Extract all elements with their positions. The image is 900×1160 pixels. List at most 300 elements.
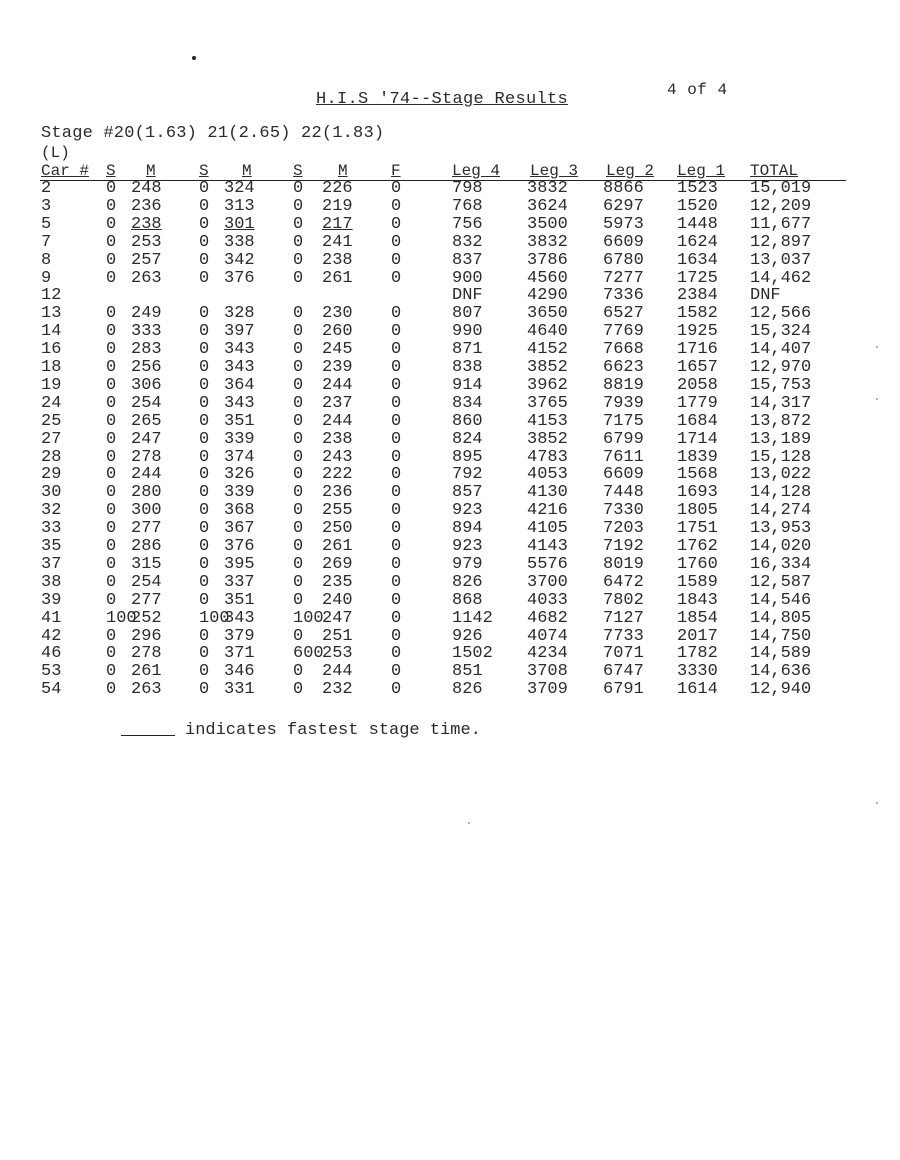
- table-cell: 337: [224, 572, 255, 592]
- table-cell: 257: [131, 250, 162, 270]
- table-cell: 0: [391, 196, 402, 216]
- table-cell: 12,209: [750, 196, 812, 216]
- table-cell: 7733: [603, 626, 644, 646]
- table-cell: 0: [199, 680, 210, 700]
- table-cell: 0: [293, 393, 304, 413]
- table-cell: 0: [106, 501, 117, 521]
- table-cell: 252: [131, 608, 162, 628]
- table-cell: 0: [293, 429, 304, 449]
- table-cell: 0: [106, 268, 117, 288]
- table-cell: 1523: [677, 179, 718, 198]
- table-cell: 0: [199, 268, 210, 288]
- table-cell: 1839: [677, 447, 718, 467]
- table-cell: 1589: [677, 572, 718, 592]
- table-cell: 0: [293, 572, 304, 592]
- table-cell: 0: [199, 411, 210, 431]
- car-number: 35: [41, 537, 62, 556]
- table-cell: 871: [452, 340, 483, 360]
- table-cell: 826: [452, 680, 483, 700]
- table-cell: 1634: [677, 250, 718, 270]
- table-cell: 0: [293, 179, 304, 198]
- table-cell: 283: [131, 340, 162, 360]
- table-cell: 0: [106, 537, 117, 556]
- table-cell: 14,462: [750, 268, 812, 288]
- table-cell: 7175: [603, 411, 644, 431]
- car-number: 37: [41, 554, 62, 574]
- car-number: 28: [41, 447, 62, 467]
- table-cell: 0: [293, 590, 304, 610]
- table-cell: 368: [224, 501, 255, 521]
- table-cell: 837: [452, 250, 483, 270]
- table-cell: 0: [199, 572, 210, 592]
- table-cell: 14,317: [750, 393, 812, 413]
- table-cell: 792: [452, 465, 483, 485]
- table-cell: 1716: [677, 340, 718, 360]
- table-cell: 0: [293, 214, 304, 234]
- table-cell: 923: [452, 501, 483, 521]
- document-title: H.I.S '74--Stage Results: [316, 90, 569, 109]
- table-cell: 1582: [677, 304, 718, 324]
- table-cell: 0: [293, 680, 304, 700]
- legend-underline-sample: [121, 735, 175, 736]
- table-cell: 3330: [677, 662, 718, 682]
- table-cell: 265: [131, 411, 162, 431]
- table-cell: 100: [106, 608, 137, 628]
- table-cell: 14,546: [750, 590, 812, 610]
- table-cell: 826: [452, 572, 483, 592]
- table-cell: 300: [131, 501, 162, 521]
- car-number: 5: [41, 214, 52, 234]
- table-cell: 256: [131, 358, 162, 377]
- table-cell: 342: [224, 250, 255, 270]
- table-cell: 339: [224, 483, 255, 503]
- table-cell: 13,022: [750, 465, 812, 485]
- table-cell: 247: [322, 608, 353, 628]
- table-cell: 0: [199, 232, 210, 252]
- table-cell: 277: [131, 590, 162, 610]
- table-cell: 14,589: [750, 644, 812, 664]
- table-cell: 0: [391, 304, 402, 324]
- table-cell: 0: [199, 322, 210, 342]
- table-cell: 244: [131, 465, 162, 485]
- table-cell: 1448: [677, 214, 718, 234]
- table-cell: 254: [131, 572, 162, 592]
- table-cell: 14,750: [750, 626, 812, 646]
- table-cell: 0: [199, 662, 210, 682]
- column-header: Leg 3: [530, 162, 579, 180]
- table-cell: 4074: [527, 626, 568, 646]
- column-header: Car #: [41, 162, 90, 180]
- table-cell: 0: [106, 375, 117, 395]
- car-number: 41: [41, 608, 62, 628]
- table-cell: 0: [391, 250, 402, 270]
- table-cell: 0: [106, 393, 117, 413]
- table-cell: 328: [224, 304, 255, 324]
- table-cell: 6527: [603, 304, 644, 324]
- table-cell: 0: [293, 322, 304, 342]
- table-cell: 4053: [527, 465, 568, 485]
- table-cell: 0: [106, 447, 117, 467]
- table-cell: 0: [293, 375, 304, 395]
- table-cell: 0: [106, 214, 117, 234]
- table-cell: 250: [322, 519, 353, 539]
- table-cell: 756: [452, 214, 483, 234]
- table-cell: 13,953: [750, 519, 812, 539]
- column-header: F: [391, 162, 401, 180]
- table-cell: 4105: [527, 519, 568, 539]
- table-cell: 4153: [527, 411, 568, 431]
- table-cell: 14,274: [750, 501, 812, 521]
- table-cell: 0: [199, 429, 210, 449]
- table-cell: 0: [199, 447, 210, 467]
- table-cell: 0: [199, 626, 210, 646]
- table-cell: 0: [391, 590, 402, 610]
- table-cell: 253: [131, 232, 162, 252]
- table-cell: 0: [199, 196, 210, 216]
- table-cell: 0: [391, 501, 402, 521]
- table-cell: 4682: [527, 608, 568, 628]
- table-cell: 7277: [603, 268, 644, 288]
- table-cell: 0: [391, 465, 402, 485]
- table-cell: 333: [131, 322, 162, 342]
- table-cell: 807: [452, 304, 483, 324]
- table-cell: 260: [322, 322, 353, 342]
- table-cell: 0: [106, 590, 117, 610]
- table-cell: 0: [106, 411, 117, 431]
- table-cell: 244: [322, 662, 353, 682]
- table-cell: 1751: [677, 519, 718, 539]
- table-cell: 990: [452, 322, 483, 342]
- table-cell: 6799: [603, 429, 644, 449]
- table-cell: 0: [106, 340, 117, 360]
- table-cell: 15,753: [750, 375, 812, 395]
- table-cell: 261: [131, 662, 162, 682]
- table-cell: 371: [224, 644, 255, 664]
- table-cell: 12,897: [750, 232, 812, 252]
- table-cell: 1760: [677, 554, 718, 574]
- car-number: 7: [41, 232, 52, 252]
- table-cell: 0: [293, 411, 304, 431]
- table-cell: 2384: [677, 286, 718, 306]
- table-cell: 100: [199, 608, 230, 628]
- car-number: 33: [41, 519, 62, 539]
- table-cell: 4290: [527, 286, 568, 306]
- table-cell: 7769: [603, 322, 644, 342]
- table-cell: 838: [452, 358, 483, 377]
- table-cell: 3962: [527, 375, 568, 395]
- table-cell: 3708: [527, 662, 568, 682]
- table-cell: 0: [391, 268, 402, 288]
- table-cell: 367: [224, 519, 255, 539]
- table-cell: 14,805: [750, 608, 812, 628]
- table-cell: 374: [224, 447, 255, 467]
- table-cell: 247: [131, 429, 162, 449]
- table-cell: 0: [293, 232, 304, 252]
- table-cell: 8819: [603, 375, 644, 395]
- table-cell: 3852: [527, 358, 568, 377]
- table-cell: 306: [131, 375, 162, 395]
- table-cell: 343: [224, 358, 255, 377]
- table-cell: 269: [322, 554, 353, 574]
- table-cell: 7336: [603, 286, 644, 306]
- table-cell: 230: [322, 304, 353, 324]
- table-cell: 0: [199, 304, 210, 324]
- car-number: 2: [41, 179, 52, 198]
- table-cell: 0: [293, 358, 304, 377]
- table-cell: 0: [391, 340, 402, 360]
- table-cell: 0: [293, 340, 304, 360]
- table-cell: 0: [106, 322, 117, 342]
- table-cell: 5576: [527, 554, 568, 574]
- table-cell: 248: [131, 179, 162, 198]
- table-cell: 1657: [677, 358, 718, 377]
- table-cell: 263: [131, 268, 162, 288]
- column-header: Leg 2: [606, 162, 655, 180]
- table-cell: 2058: [677, 375, 718, 395]
- table-cell: 0: [106, 196, 117, 216]
- table-cell: 0: [106, 483, 117, 503]
- table-cell: 245: [322, 340, 353, 360]
- speck: [468, 822, 470, 824]
- table-cell: DNF: [750, 286, 781, 306]
- table-cell: 3832: [527, 232, 568, 252]
- table-cell: 315: [131, 554, 162, 574]
- car-number: 8: [41, 250, 52, 270]
- table-cell: 0: [391, 214, 402, 234]
- car-number: 42: [41, 626, 62, 646]
- page-number: 4 of 4: [667, 81, 728, 99]
- table-cell: 343: [224, 340, 255, 360]
- table-cell: 324: [224, 179, 255, 198]
- table-cell: 5973: [603, 214, 644, 234]
- legend: [121, 721, 481, 740]
- table-cell: 14,636: [750, 662, 812, 682]
- table-cell: 1520: [677, 196, 718, 216]
- table-cell: 376: [224, 268, 255, 288]
- table-cell: 0: [391, 680, 402, 700]
- table-cell: 0: [106, 626, 117, 646]
- table-cell: 1568: [677, 465, 718, 485]
- table-cell: 3624: [527, 196, 568, 216]
- table-cell: 338: [224, 232, 255, 252]
- table-cell: 900: [452, 268, 483, 288]
- table-cell: 397: [224, 322, 255, 342]
- table-cell: 217: [322, 214, 353, 234]
- table-cell: 7330: [603, 501, 644, 521]
- table-cell: 6609: [603, 232, 644, 252]
- table-cell: 1725: [677, 268, 718, 288]
- table-cell: 235: [322, 572, 353, 592]
- table-cell: 3786: [527, 250, 568, 270]
- table-cell: 238: [131, 214, 162, 234]
- table-cell: 13,037: [750, 250, 812, 270]
- table-cell: 0: [199, 393, 210, 413]
- table-cell: 0: [293, 501, 304, 521]
- table-cell: 4783: [527, 447, 568, 467]
- table-cell: 1624: [677, 232, 718, 252]
- table-cell: 914: [452, 375, 483, 395]
- table-cell: 0: [199, 554, 210, 574]
- table-cell: 14,407: [750, 340, 812, 360]
- table-cell: 4560: [527, 268, 568, 288]
- table-cell: 1502: [452, 644, 493, 664]
- table-cell: 0: [106, 519, 117, 539]
- leg-marker: (L): [41, 144, 70, 162]
- table-cell: 278: [131, 644, 162, 664]
- table-cell: 261: [322, 268, 353, 288]
- table-cell: 237: [322, 393, 353, 413]
- table-cell: 7203: [603, 519, 644, 539]
- column-header: TOTAL: [750, 162, 799, 180]
- table-cell: 3852: [527, 429, 568, 449]
- table-cell: 0: [391, 411, 402, 431]
- car-number: 38: [41, 572, 62, 592]
- table-cell: 255: [322, 501, 353, 521]
- table-cell: 280: [131, 483, 162, 503]
- table-cell: 14,020: [750, 537, 812, 556]
- table-cell: 15,128: [750, 447, 812, 467]
- table-cell: 0: [293, 554, 304, 574]
- table-cell: 860: [452, 411, 483, 431]
- table-cell: 824: [452, 429, 483, 449]
- table-cell: 249: [131, 304, 162, 324]
- car-number: 53: [41, 662, 62, 682]
- table-cell: 11,677: [750, 214, 812, 234]
- table-cell: 0: [293, 268, 304, 288]
- table-cell: 1614: [677, 680, 718, 700]
- table-cell: 6780: [603, 250, 644, 270]
- table-cell: 6747: [603, 662, 644, 682]
- table-cell: 0: [293, 537, 304, 556]
- table-cell: 0: [391, 626, 402, 646]
- table-cell: 0: [391, 519, 402, 539]
- table-cell: 0: [391, 179, 402, 198]
- table-cell: 13,872: [750, 411, 812, 431]
- table-cell: 0: [106, 572, 117, 592]
- car-number: 19: [41, 375, 62, 395]
- table-cell: 1805: [677, 501, 718, 521]
- car-number: 25: [41, 411, 62, 431]
- car-number: 27: [41, 429, 62, 449]
- column-header: S: [293, 162, 303, 180]
- table-cell: 0: [391, 375, 402, 395]
- column-header: S: [199, 162, 209, 180]
- table-cell: 364: [224, 375, 255, 395]
- table-cell: 1684: [677, 411, 718, 431]
- car-number: 3: [41, 196, 52, 216]
- table-cell: 1693: [677, 483, 718, 503]
- table-cell: 251: [322, 626, 353, 646]
- table-cell: 3700: [527, 572, 568, 592]
- table-cell: 15,324: [750, 322, 812, 342]
- table-cell: 0: [199, 501, 210, 521]
- table-cell: 6297: [603, 196, 644, 216]
- table-cell: 7192: [603, 537, 644, 556]
- car-number: 29: [41, 465, 62, 485]
- table-cell: 343: [224, 393, 255, 413]
- table-cell: 12,970: [750, 358, 812, 377]
- table-cell: 851: [452, 662, 483, 682]
- table-cell: 0: [199, 537, 210, 556]
- table-cell: 343: [224, 608, 255, 628]
- table-cell: 243: [322, 447, 353, 467]
- table-cell: 1779: [677, 393, 718, 413]
- table-cell: 0: [293, 196, 304, 216]
- table-cell: 351: [224, 590, 255, 610]
- table-cell: 12,566: [750, 304, 812, 324]
- car-number: 39: [41, 590, 62, 610]
- table-cell: 4216: [527, 501, 568, 521]
- table-cell: 0: [199, 590, 210, 610]
- table-cell: 1762: [677, 537, 718, 556]
- table-cell: 0: [293, 304, 304, 324]
- table-cell: 3500: [527, 214, 568, 234]
- car-number: 16: [41, 340, 62, 360]
- table-cell: 395: [224, 554, 255, 574]
- table-cell: 857: [452, 483, 483, 503]
- car-number: 9: [41, 268, 52, 288]
- table-cell: 0: [293, 519, 304, 539]
- table-cell: 1925: [677, 322, 718, 342]
- table-cell: 0: [391, 483, 402, 503]
- table-cell: 296: [131, 626, 162, 646]
- table-cell: 239: [322, 358, 353, 377]
- column-header: Leg 4: [452, 162, 501, 180]
- table-cell: 0: [391, 537, 402, 556]
- car-number: 18: [41, 358, 62, 377]
- table-cell: 0: [199, 340, 210, 360]
- table-cell: 0: [391, 393, 402, 413]
- table-cell: 339: [224, 429, 255, 449]
- table-cell: 278: [131, 447, 162, 467]
- column-header: S: [106, 162, 116, 180]
- table-cell: 346: [224, 662, 255, 682]
- legend-text: indicates fastest stage time.: [185, 721, 481, 740]
- table-cell: 0: [106, 250, 117, 270]
- table-cell: 4143: [527, 537, 568, 556]
- table-cell: 0: [293, 626, 304, 646]
- table-cell: 277: [131, 519, 162, 539]
- table-cell: 16,334: [750, 554, 812, 574]
- table-cell: 301: [224, 214, 255, 234]
- table-cell: 286: [131, 537, 162, 556]
- table-cell: 236: [322, 483, 353, 503]
- table-cell: 8866: [603, 179, 644, 198]
- table-cell: 12,587: [750, 572, 812, 592]
- table-cell: 4234: [527, 644, 568, 664]
- table-cell: 2017: [677, 626, 718, 646]
- table-cell: 4640: [527, 322, 568, 342]
- table-cell: 1782: [677, 644, 718, 664]
- table-cell: 7668: [603, 340, 644, 360]
- table-cell: 7127: [603, 608, 644, 628]
- table-cell: 0: [293, 483, 304, 503]
- table-cell: 0: [391, 662, 402, 682]
- table-cell: 4152: [527, 340, 568, 360]
- table-cell: 979: [452, 554, 483, 574]
- column-header: M: [146, 162, 156, 180]
- table-cell: 0: [391, 429, 402, 449]
- table-cell: 0: [391, 322, 402, 342]
- table-cell: 0: [293, 250, 304, 270]
- table-cell: 4033: [527, 590, 568, 610]
- table-cell: 0: [199, 214, 210, 234]
- table-cell: 12,940: [750, 680, 812, 700]
- table-cell: 226: [322, 179, 353, 198]
- table-cell: 222: [322, 465, 353, 485]
- table-cell: 0: [293, 465, 304, 485]
- table-cell: 0: [391, 608, 402, 628]
